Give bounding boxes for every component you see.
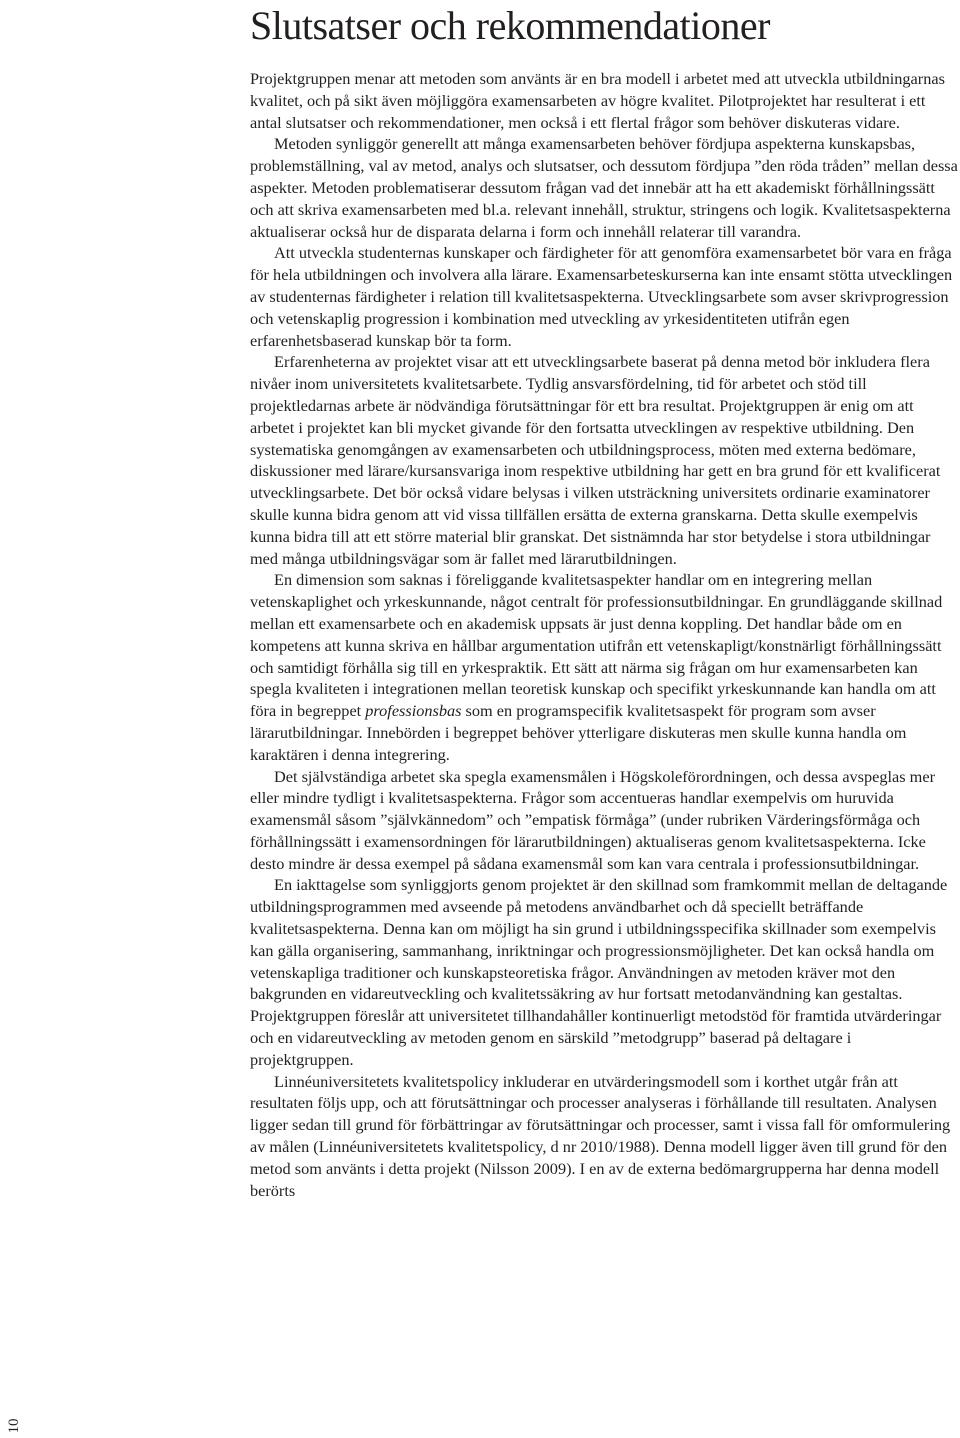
paragraph [250,68,958,133]
paragraph [250,766,958,875]
paragraph-text: Det självständiga arbetet ska spegla examensmålen i Högskoleförordningen, och dessa avspeglas mer eller mindre tydligt i kvalitetsaspekterna. Frågor som accentueras handlar exempelvis om huruvida examensmål såsom ”självkännedom” och ”empatisk förmåga” (under rubriken Värderingsförmåga och förhållningssätt i examensordningen för lärarutbildningen) aktualiseras genom kvalitetsaspekterna. Icke desto mindre är dessa exempel på sådana examensmål som kan vara centrala i professionsutbildningar. [250,766,935,873]
paragraph-text: Erfarenheterna av projektet visar att ett utvecklingsarbete baserat på denna metod bör inkludera flera nivåer inom universitetets kvalitetsarbete. Tydlig ansvarsfördelning, tid för arbetet och stöd till projektledarnas arbete är nödvändiga förutsättningar för ett bra resultat. Projektgruppen är enig om att arbetet i projektet kan bli mycket givande för den fortsatta utvecklingen av respektive utbildning. Den systematiska genomgången av examensarbeten och utbildningsprocess, möten med externa bedömare, diskussioner med lärare/kursansvariga inom respektive utbildning har gett en bra grund för ett kvalificerat utvecklingsarbete. Det bör också vidare belysas i vilken utsträckning universitets ordinarie examinatorer skulle kunna bidra genom att vid vissa tillfällen ersätta de externa granskarna. Detta skulle exempelvis kunna bidra till att ett större material blir granskat. Det sistnämnda har stor betydelse i stora utbildningar med många utbildningsvägar som är fallet med lärarutbildningen. [250,352,941,568]
body-text [250,68,958,1201]
page-number: 10 [6,1418,22,1434]
paragraph [250,351,958,569]
paragraph [250,133,958,242]
paragraph [250,569,958,765]
page-heading: Slutsatser och rekommendationer [250,3,770,48]
paragraph-text: Att utveckla studenternas kunskaper och färdigheter för att genomföra examensarbetet bör vara en fråga för hela utbildningen och involvera alla lärare. Examensarbeteskurserna kan inte ensamt stötta utvecklingen av studenternas färdigheter i relation till kvalitetsaspekterna. Utvecklingsarbete som avser skrivprogression och vetenskaplig progression i kombination med utveckling av yrkesidentiteten utifrån egen erfarenhetsbaserad kunskap bör ta form. [250,243,953,350]
italic-term: professionsbas [365,701,462,721]
paragraph [250,1071,958,1202]
paragraph-text: Linnéuniversitetets kvalitetspolicy inkluderar en utvärderingsmodell som i korthet utgår från att resultaten följs upp, och att förutsättningar och processer analyseras i förhållande till resultaten. Analysen ligger sedan till grund för förbättringar av förutsättningar och processer, samt i vissa fall för omformulering av målen (Linnéuniversitetets kvalitetspolicy, d nr 2010/1988). Denna modell ligger även till grund för den metod som använts i detta projekt (Nilsson 2009). I en av de externa bedömargrupperna har denna modell berörts [250,1071,951,1200]
paragraph [250,242,958,351]
paragraph-text: Metoden synliggör generellt att många examensarbeten behöver fördjupa aspekterna kunskapsbas, problemställning, val av metod, analys och slutsatser, och dessutom fördjupa ”den röda tråden” mellan dessa aspekter. Metoden problematiserar dessutom frågan vad det innebär att ha ett akademiskt förhållningssätt och att skriva examensarbeten med bl.a. relevant innehåll, struktur, stringens och logik. Kvalitetsaspekterna aktualiserar också hur de disparata delarna i form och innehåll relaterar till varandra. [250,134,958,241]
paragraph-text: Projektgruppen menar att metoden som använts är en bra modell i arbetet med att utveckla utbildningarnas kvalitet, och på sikt även möjliggöra examensarbeten av högre kvalitet. Pilotprojektet har resulterat i ett antal slutsatser och rekommendationer, men också i ett flertal frågor som behöver diskuteras vidare. [250,69,945,132]
paragraph [250,874,958,1070]
paragraph-text: som en programspecifik kvalitetsaspekt för program som avser lärarutbildningar. Innebörden i begreppet behöver ytterligare diskuteras men skulle kunna handla om karaktären i denna integrering. [250,701,907,764]
paragraph-text: En iakttagelse som synliggjorts genom projektet är den skillnad som framkommit mellan de deltagande utbildningsprogrammen med avseende på metodens användbarhet och då speciellt beträffande kvalitetsaspekterna. Denna kan om möjligt ha sin grund i utbildningsspecifika skillnader som exempelvis kan gälla organisering, sammanhang, inriktningar och progressionsmöjligheter. Det kan också handla om vetenskapliga traditioner och kunskapsteoretiska frågor. Användningen av metoden kräver mot den bakgrunden en vidareutveckling och kvalitetssäkring av hur fortsatt metodanvändning kan gestaltas. Projektgruppen föreslår att universitetet tillhandahåller kontinuerligt metodstöd för framtida utvärderingar och en vidareutveckling av metoden genom en särskild ”metodgrupp” baserad på deltagare i projektgruppen. [250,875,948,1069]
paragraph-text: En dimension som saknas i föreliggande kvalitetsaspekter handlar om en integrering mellan vetenskaplighet och yrkeskunnande, något centralt för professionsutbildningar. En grundläggande skillnad mellan ett examensarbete och en akademisk uppsats är just denna koppling. Det handlar både om en kompetens att kunna skriva en hållbar argumentation utifrån ett vetenskapligt/konstnärligt förhållningssätt och samtidigt förhålla sig till en yrkespraktik. Ett sätt att närma sig frågan om hur examensarbeten kan spegla kvaliteten i integrationen mellan teoretisk kunskap och specifikt yrkeskunnande kan handla om att föra in begreppet [250,570,943,721]
